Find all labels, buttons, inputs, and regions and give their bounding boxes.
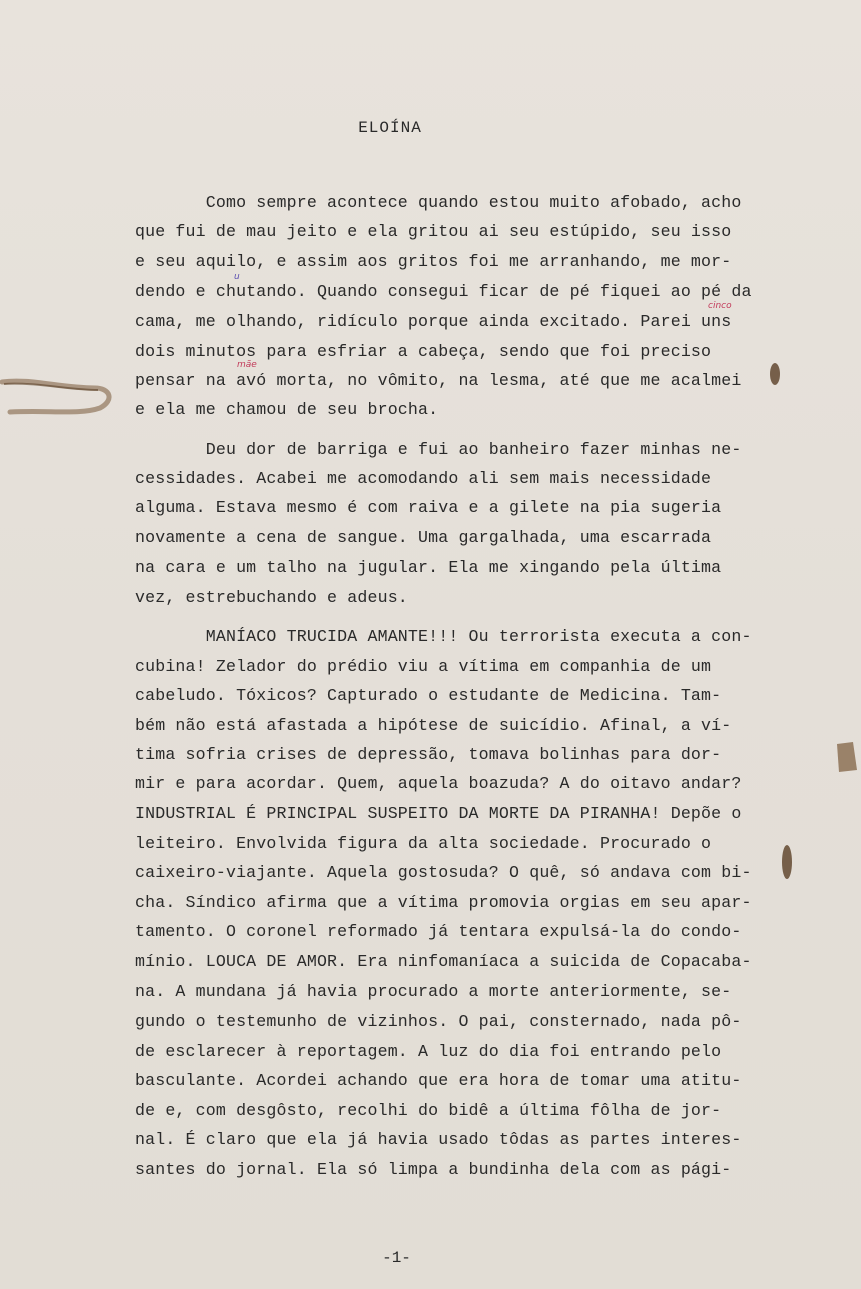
text-line: pensar na avó morta, no vômito, na lesma, até que me acalmei — [135, 371, 742, 390]
annotation-u: u — [234, 272, 240, 282]
text-line: mir e para acordar. Quem, aquela boazuda? A do oitavo andar? — [135, 774, 742, 793]
text-line: novamente a cena de sangue. Uma gargalhada, uma escarrada — [135, 528, 712, 547]
text-line: gundo o testemunho de vizinhos. O pai, consternado, nada pô- — [135, 1012, 742, 1031]
annotation-mae: mãe — [237, 360, 257, 370]
text-line: vez, estrebuchando e adeus. — [135, 588, 408, 607]
text-line: dois minutos para esfriar a cabeça, sendo que foi preciso — [135, 342, 712, 361]
text-line: cubina! Zelador do prédio viu a vítima em companhia de um — [135, 657, 712, 676]
text-line: bém não está afastada a hipótese de suicídio. Afinal, a ví- — [135, 716, 732, 735]
text-line: tima sofria crises de depressão, tomava bolinhas para dor- — [135, 745, 722, 764]
stain-left-margin — [0, 370, 120, 430]
text-line: MANÍACO TRUCIDA AMANTE!!! Ou terrorista executa a con- — [135, 627, 752, 646]
annotation-cinco: cinco — [708, 301, 732, 311]
text-line: Deu dor de barriga e fui ao banheiro fazer minhas ne- — [135, 440, 742, 459]
text-line: alguma. Estava mesmo é com raiva e a gilete na pia sugeria — [135, 498, 722, 517]
text-line: dendo e chutando. Quando consegui ficar de pé fiquei ao pé da — [135, 282, 752, 301]
text-line: mínio. LOUCA DE AMOR. Era ninfomaníaca a suicida de Copacaba- — [135, 952, 752, 971]
text-line: de e, com desgôsto, recolhi do bidê a última fôlha de jor- — [135, 1101, 722, 1120]
text-line: cabeludo. Tóxicos? Capturado o estudante de Medicina. Tam- — [135, 686, 722, 705]
text-line: tamento. O coronel reformado já tentara expulsá-la do condo- — [135, 922, 742, 941]
stain-right-2 — [833, 740, 861, 776]
document-title: ELOÍNA — [358, 119, 422, 137]
stain-right-3 — [778, 842, 796, 882]
text-line: cama, me olhando, ridículo porque ainda excitado. Parei uns — [135, 312, 732, 331]
text-line: leiteiro. Envolvida figura da alta sociedade. Procurado o — [135, 834, 712, 853]
text-line: de esclarecer à reportagem. A luz do dia foi entrando pelo — [135, 1042, 722, 1061]
text-line: Como sempre acontece quando estou muito afobado, acho — [135, 193, 742, 212]
text-line: cessidades. Acabei me acomodando ali sem mais necessidade — [135, 469, 712, 488]
text-line: INDUSTRIAL É PRINCIPAL SUSPEITO DA MORTE DA PIRANHA! Depõe o — [135, 804, 742, 823]
text-line: que fui de mau jeito e ela gritou ai seu estúpido, seu isso — [135, 222, 732, 241]
text-line: santes do jornal. Ela só limpa a bundinha dela com as pági- — [135, 1160, 732, 1179]
text-line: e seu aquilo, e assim aos gritos foi me arranhando, me mor- — [135, 252, 732, 271]
text-line: na. A mundana já havia procurado a morte anteriormente, se- — [135, 982, 732, 1001]
stain-right-1 — [765, 360, 785, 390]
text-line: na cara e um talho na jugular. Ela me xingando pela última — [135, 558, 722, 577]
text-line: cha. Síndico afirma que a vítima promovia orgias em seu apar- — [135, 893, 752, 912]
page-number: -1- — [382, 1249, 411, 1267]
text-line: caixeiro-viajante. Aquela gostosuda? O quê, só andava com bi- — [135, 863, 752, 882]
text-line: basculante. Acordei achando que era hora de tomar uma atitu- — [135, 1071, 742, 1090]
text-line: nal. É claro que ela já havia usado tôdas as partes interes- — [135, 1130, 742, 1149]
text-line: e ela me chamou de seu brocha. — [135, 400, 439, 419]
